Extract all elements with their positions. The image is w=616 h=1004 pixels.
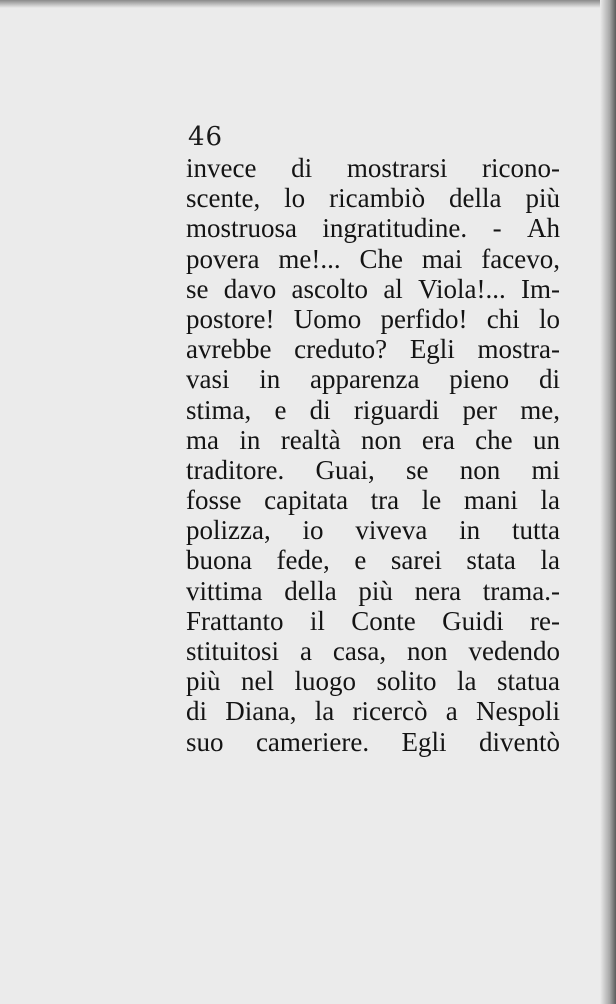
word: invece (186, 153, 257, 183)
word: sarei (390, 545, 442, 576)
word: vedendo (468, 636, 560, 666)
word: vittima (186, 575, 263, 606)
word: io (302, 515, 324, 546)
word: di (538, 364, 560, 395)
word: trama.- (482, 575, 560, 606)
word: me, (520, 394, 560, 425)
word: stituitosi (186, 636, 280, 666)
word: apparenza (310, 364, 420, 395)
word: per (462, 394, 498, 425)
word: non (361, 424, 402, 455)
word: fosse (186, 485, 242, 516)
word: - (492, 213, 502, 244)
word: se (405, 454, 429, 485)
word: polizza, (186, 515, 271, 546)
word: la (314, 696, 335, 727)
word: creduto? (294, 334, 388, 365)
word: luogo (294, 666, 356, 697)
text-line (186, 666, 560, 696)
word: ascolto (291, 273, 369, 304)
word: mai (421, 243, 463, 274)
text-line (186, 606, 560, 636)
word: avrebbe (186, 334, 272, 365)
word: in (459, 515, 481, 546)
word: in (259, 364, 281, 395)
text-line (186, 576, 560, 606)
word: la (540, 485, 560, 516)
word: tra (370, 485, 400, 516)
word: nera (414, 575, 462, 606)
word: realtà (280, 424, 341, 455)
word: della (284, 575, 337, 606)
text-line (186, 213, 560, 243)
word: Ah (526, 213, 560, 244)
text-line (186, 485, 560, 515)
word: stata (466, 545, 516, 576)
text-line (186, 455, 560, 485)
text-line (186, 364, 560, 394)
word: viveva (355, 515, 428, 546)
word: statua (496, 666, 560, 697)
word: mi (531, 454, 560, 485)
word: al (383, 273, 403, 304)
word: della (449, 183, 502, 214)
word: buona (186, 545, 252, 576)
word: diventò (478, 726, 560, 757)
word: mostrarsi (346, 153, 448, 183)
word: fede, (276, 545, 330, 576)
word: un (532, 424, 560, 455)
word: cameriere. (255, 726, 370, 757)
word: ricambiò (329, 183, 426, 214)
text-line (186, 334, 560, 364)
word: nel (241, 666, 274, 697)
word: a (445, 696, 458, 727)
word: Viola!... (418, 273, 506, 304)
text-line (186, 304, 560, 334)
word: mani (463, 485, 518, 516)
text-line (186, 696, 560, 726)
word: Conte (351, 605, 416, 636)
word: lo (538, 303, 560, 334)
word: Im- (520, 273, 560, 304)
word: povera (186, 243, 260, 274)
word: Uomo (293, 303, 362, 334)
word: Nespoli (475, 696, 560, 727)
word: riguardi (353, 394, 440, 425)
body-text (186, 153, 560, 757)
word: a (299, 636, 312, 666)
word: me!... (278, 243, 341, 274)
word: mostra- (477, 334, 560, 365)
word: Guai, (315, 454, 375, 485)
word: ricercò (352, 696, 428, 727)
text-line (186, 183, 560, 213)
word: non (407, 636, 448, 666)
text-line (186, 636, 560, 666)
text-line (186, 274, 560, 304)
word: scente, (186, 183, 261, 214)
text-line (186, 425, 560, 455)
word: la (456, 666, 477, 697)
word: traditore. (186, 454, 285, 485)
text-line (186, 244, 560, 274)
word: ma (186, 424, 219, 455)
word: Frattanto (186, 605, 284, 636)
word: solito (376, 666, 437, 697)
word: era (421, 424, 455, 455)
page-number: 46 (188, 122, 224, 152)
word: Guidi (442, 605, 504, 636)
word: vasi (186, 364, 230, 395)
word: lo (284, 183, 306, 214)
word: postore! (186, 303, 275, 334)
word: re- (530, 605, 560, 636)
word: ingratitudine. (322, 213, 468, 244)
word: e (274, 394, 287, 425)
word: che (475, 424, 513, 455)
word: tutta (511, 515, 560, 546)
word: le (421, 485, 442, 516)
word: chi (486, 303, 520, 334)
word: Diana, (225, 696, 297, 727)
word: ricono- (482, 153, 560, 183)
word: di (309, 394, 331, 425)
page-binding-shadow (600, 0, 616, 1004)
word: stima, (186, 394, 252, 425)
word: Egli (401, 726, 447, 757)
word: la (540, 545, 560, 576)
word: di (291, 153, 313, 183)
word: più (358, 575, 393, 606)
text-line (186, 727, 560, 757)
word: casa, (332, 636, 387, 666)
text-line (186, 153, 560, 183)
word: capitata (264, 485, 349, 516)
word: e (354, 545, 367, 576)
word: Che (359, 243, 403, 274)
word: davo (223, 273, 277, 304)
word: più (186, 666, 221, 697)
word: suo (186, 726, 224, 757)
word: non (459, 454, 501, 485)
text-line (186, 395, 560, 425)
word: pieno (449, 364, 510, 395)
page-top-shadow (0, 0, 616, 8)
word: in (239, 424, 261, 455)
text-line (186, 515, 560, 545)
word: mostruosa (186, 213, 297, 244)
word: perfido! (380, 303, 468, 334)
word: il (309, 605, 325, 636)
word: più (525, 183, 560, 214)
word: facevo, (481, 243, 560, 274)
word: di (186, 696, 208, 727)
word: Egli (409, 334, 455, 365)
text-line (186, 545, 560, 575)
word: se (186, 273, 209, 304)
